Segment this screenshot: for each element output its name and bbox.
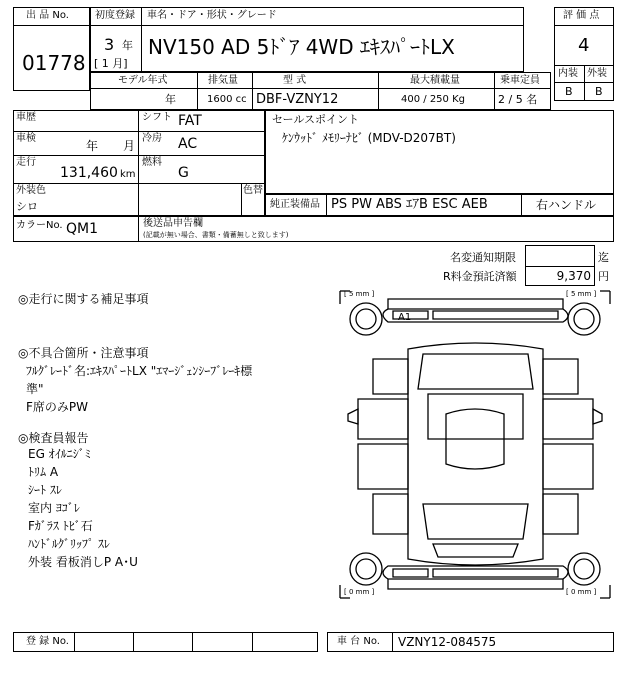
tire-depth-rear-left: [ 0 mm ]: [344, 588, 375, 596]
history-label: 車歴: [16, 112, 36, 123]
inspection-label: 車検: [16, 133, 36, 144]
car-name-label: 車名・ドア・形状・グレード: [147, 10, 277, 21]
interior-label: 内装: [558, 68, 578, 79]
defects-title: ◎不具合箇所・注意事項: [18, 346, 149, 360]
tire-depth-front-left: [ 5 mm ]: [344, 290, 375, 298]
type-value: DBF-VZNY12: [256, 92, 339, 107]
displacement-value: 1600 cc: [207, 94, 247, 105]
capacity-label: 乗車定員: [500, 75, 540, 86]
defects-line-2: 準": [26, 382, 44, 396]
max-load-value: 400 / 250 Kg: [401, 94, 465, 105]
color-no-value: QM1: [66, 221, 99, 237]
name-change-unit: 迄: [598, 251, 609, 264]
defects-line-3: F席のみPW: [26, 400, 89, 414]
mileage-label: 走行: [16, 157, 36, 168]
first-reg-year-unit: 年: [122, 39, 133, 52]
model-year-label: モデル年式: [118, 75, 168, 86]
inspection-month: 月: [123, 139, 136, 153]
grade-label: 評 価 点: [563, 10, 600, 21]
car-diagram-drawing: [338, 289, 612, 600]
ac-label: 冷房: [142, 133, 162, 144]
sales-point-label: セールスポイント: [272, 113, 360, 126]
recycle-value: 9,370: [556, 269, 591, 283]
report-line: EG ｵｲﾙﾆｼﾞﾐ: [28, 447, 91, 461]
car-name: NV150 AD 5ﾄﾞｱ 4WD ｴｷｽﾊﾟｰﾄLX: [148, 35, 455, 59]
lot-number: 01778: [22, 51, 86, 75]
report-line: 外装 看板消しP A･U: [28, 555, 138, 569]
tire-depth-rear-right: [ 0 mm ]: [566, 588, 597, 596]
model-year-unit: 年: [165, 93, 176, 106]
exterior-label: 外装: [587, 68, 607, 79]
genuine-label: 純正装備品: [270, 199, 320, 210]
recycle-unit: 円: [598, 270, 609, 283]
interior-grade: B: [565, 85, 573, 98]
sales-point-value: ｹﾝｳｯﾄﾞ ﾒﾓﾘｰﾅﾋﾞ (MDV-D207BT): [282, 131, 456, 145]
inspection-year: 年: [86, 139, 99, 153]
car-diagram: [338, 289, 612, 600]
shift-label: シフト: [142, 112, 172, 123]
damage-mark-a1: A1: [398, 312, 412, 323]
report-line: 室内 ﾖｺﾞﾚ: [28, 501, 80, 515]
report-line: ﾄﾘﾑ A: [28, 465, 59, 479]
recolor-label: 色替: [243, 185, 263, 196]
first-reg-year: 3: [104, 35, 115, 54]
defects-line-1: ﾌﾙｸﾞﾚｰﾄﾞ名:ｴｷｽﾊﾟｰﾄLX "ｴﾏｰｼﾞｪﾝｼｰﾌﾞﾚｰｷ標: [26, 364, 253, 378]
color-value: シロ: [16, 200, 38, 213]
color-no-label: カラーNo.: [16, 220, 63, 231]
first-reg-month: [ 1 月]: [94, 57, 128, 70]
aftermarket-label: 後送品申告欄: [143, 218, 203, 229]
chassis-value: VZNY12-084575: [398, 635, 497, 649]
fuel-value: G: [178, 165, 189, 181]
report-line: ｼｰﾄ ｽﾚ: [28, 483, 62, 497]
max-load-label: 最大積載量: [410, 75, 460, 86]
lot-label: 出 品 No.: [26, 10, 69, 21]
first-reg-label: 初度登録: [95, 10, 135, 21]
color-label: 外装色: [16, 185, 46, 196]
chassis-label: 車 台 No.: [337, 636, 380, 647]
type-label: 型 式: [283, 75, 307, 86]
recycle-label: R料金預託済額: [443, 270, 517, 283]
report-line: Fｶﾞﾗｽ ﾄﾋﾞ石: [28, 519, 93, 533]
capacity-value: 2 / 5 名: [498, 93, 538, 106]
name-change-label: 名変通知期限: [450, 251, 516, 264]
tire-depth-front-right: [ 5 mm ]: [566, 290, 597, 298]
ac-value: AC: [178, 136, 198, 152]
aftermarket-note: (記載が無い場合、書類・備蓄無しと致します): [143, 231, 289, 239]
mileage-unit: km: [120, 169, 136, 180]
color-no-box: [13, 216, 614, 242]
details-box: [13, 110, 265, 216]
inspector-title: ◎検査員報告: [18, 431, 89, 445]
exterior-grade: B: [595, 85, 603, 98]
handle-value: 右ハンドル: [536, 198, 597, 212]
name-change-box: [525, 245, 595, 267]
shift-value: FAT: [178, 113, 202, 129]
grade-value: 4: [578, 35, 590, 56]
fuel-label: 燃料: [142, 157, 162, 168]
displacement-label: 排気量: [208, 75, 238, 86]
report-line: ﾊﾝﾄﾞﾙｸﾞﾘｯﾌﾟ ｽﾚ: [28, 537, 110, 551]
reg-no-label: 登 録 No.: [26, 636, 69, 647]
genuine-value: PS PW ABS ｴｱB ESC AEB: [331, 197, 488, 212]
mileage-value: 131,460: [60, 165, 118, 181]
driving-notes-title: ◎走行に関する補足事項: [18, 292, 149, 306]
